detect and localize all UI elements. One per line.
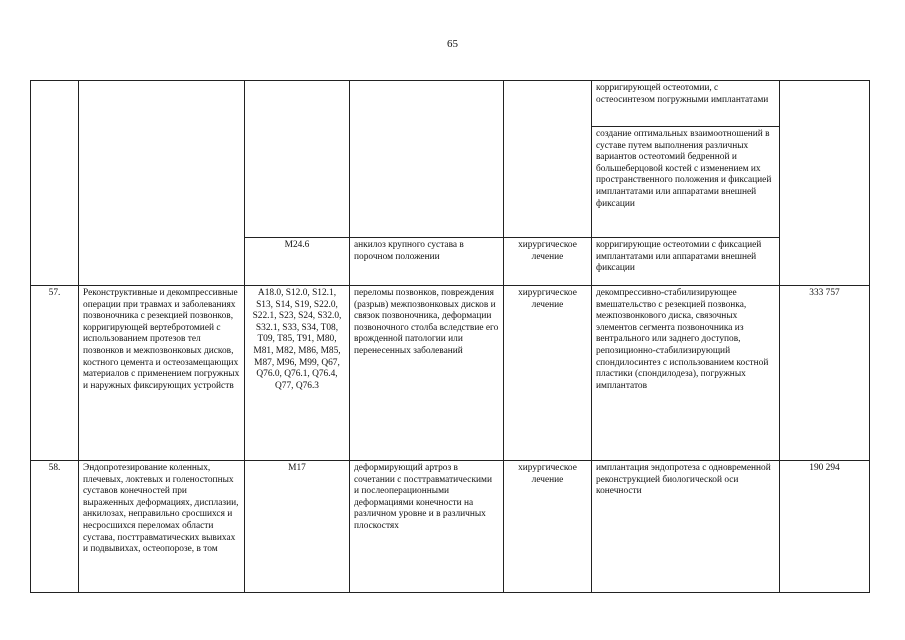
diagnosis-cell: анкилоз крупного сустава в порочном положении — [350, 238, 504, 286]
treatment-type-cell: хирургическое лечение — [504, 286, 592, 461]
price-cell: 190 294 — [780, 461, 870, 593]
service-name-cell: Реконструктивные и декомпрессивные операции при травмах и заболеваниях позвоночника с резекцией позвонков, корригирующей вертебротомией с использованием протезов тел позвонков и межпозвонковых дисков, костного цемента и остеозамещающих материалов с применением погружных и наружных фиксирующих устройств — [79, 286, 245, 461]
treatment-type-cell: хирургическое лечение — [504, 238, 592, 286]
row-number-cell: 58. — [31, 461, 79, 593]
price-cell — [780, 81, 870, 286]
codes-cell: M24.6 — [245, 238, 350, 286]
method-cell: создание оптимальных взаимоотношений в суставе путем выполнения различных вариантов остеотомий бедренной и большеберцовой костей с изменением их пространственного положения и фиксацией имплантатами или аппаратами внешней фиксации — [592, 127, 780, 238]
diagnosis-cell — [350, 81, 504, 238]
treatment-type-cell: хирургическое лечение — [504, 461, 592, 593]
codes-cell — [245, 81, 350, 238]
diagnosis-cell: переломы позвонков, повреждения (разрыв) межпозвонковых дисков и связок позвоночника, деформации позвоночного столба вследствие его врожденной патологии или перенесенных заболеваний — [350, 286, 504, 461]
page-number: 65 — [447, 38, 458, 50]
service-name-cell — [79, 81, 245, 286]
method-cell: декомпрессивно-стабилизирующее вмешательство с резекцией позвонка, межпозвонкового диска, связочных элементов сегмента позвоночника из вентрального или заднего доступов, репозиционно-стабилизирующий спондилосинтез с использованием костной пластики (спондилодеза), погружных имплантатов — [592, 286, 780, 461]
table-row — [31, 286, 870, 461]
row-number-cell — [31, 81, 79, 286]
price-cell: 333 757 — [780, 286, 870, 461]
table-row — [31, 81, 870, 127]
method-cell: корригирующие остеотомии с фиксацией имплантатами или аппаратами внешней фиксации — [592, 238, 780, 286]
method-cell: имплантация эндопротеза с одновременной реконструкцией биологической оси конечности — [592, 461, 780, 593]
codes-cell: M17 — [245, 461, 350, 593]
method-cell: корригирующей остеотомии, с остеосинтезом погружными имплантатами — [592, 81, 780, 127]
services-table — [30, 80, 870, 593]
table-row — [31, 461, 870, 593]
treatment-type-cell — [504, 81, 592, 238]
row-number-cell: 57. — [31, 286, 79, 461]
codes-cell: A18.0, S12.0, S12.1, S13, S14, S19, S22.0, S22.1, S23, S24, S32.0, S32.1, S33, S34, T08, T09, T85, T91, M80, M81, M82, M86, M85, M87, M96, M99, Q67, Q76.0, Q76.1, Q76.4, Q77, Q76.3 — [245, 286, 350, 461]
diagnosis-cell: деформирующий артроз в сочетании с посттравматическими и послеоперационными деформациями конечности на различном уровне и в различных плоскостях — [350, 461, 504, 593]
service-name-cell: Эндопротезирование коленных, плечевых, локтевых и голеностопных суставов конечностей при выраженных деформациях, дисплазии, анкилозах, неправильно сросшихся и несросшихся переломах области сустава, посттравматических вывихах и подвывихах, остеопорозе, в том — [79, 461, 245, 593]
